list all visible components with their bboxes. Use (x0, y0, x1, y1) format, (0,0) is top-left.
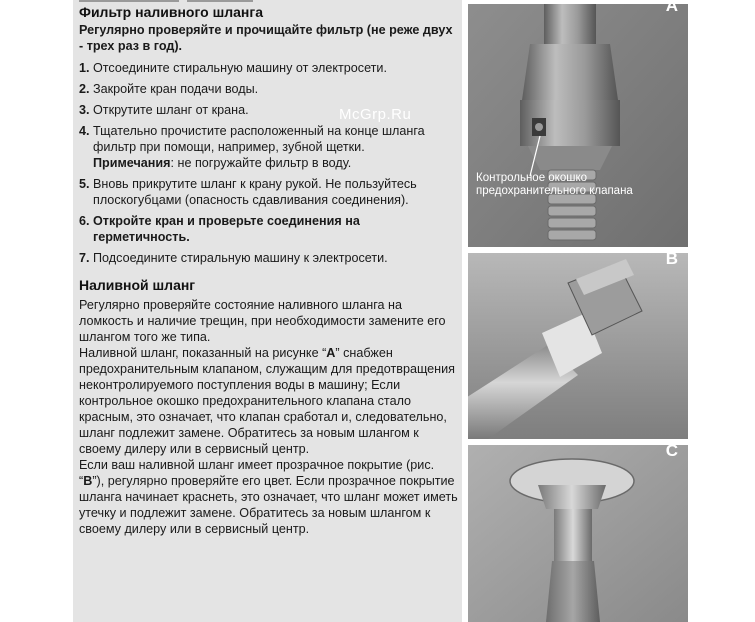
transparent-hose-photo (468, 253, 688, 439)
photo-c (468, 445, 688, 622)
photo-letter: B (665, 253, 678, 268)
hose-section-title: Наливной шланг (79, 277, 196, 293)
top-rule (187, 0, 253, 2)
hose-paragraph: Регулярно проверяйте состояние наливного шланга на ломкость и наличие трещин, при необходимости замените его шлангом того же типа. (79, 298, 446, 344)
top-rule (79, 0, 179, 2)
step-number: 6. (79, 214, 90, 228)
text-span: ”), регулярно проверяйте его цвет. Если прозрачное покрытие шланга начинает краснеть, это означает, что шланг может иметь утечку и подлежит замене. Обратитесь за новым шлангом к своему дилеру или в сервисный центр. (79, 474, 458, 536)
list-item (79, 123, 459, 171)
note-text: : не погружайте фильтр в воду. (170, 156, 352, 170)
list-item (79, 60, 459, 76)
filter-section-title: Фильтр наливного шланга (79, 4, 263, 20)
hose-paragraph (79, 457, 459, 537)
watermark: McGrp.Ru (339, 106, 412, 123)
step-number: 3. (79, 103, 90, 117)
step-text: Подсоедините стиральную машину к электросети. (93, 251, 388, 265)
photo-letter: C (665, 445, 678, 460)
step-text: Закройте кран подачи воды. (93, 82, 259, 96)
standard-hose-photo (468, 445, 688, 622)
step-number: 1. (79, 61, 90, 75)
photo-caption: Контрольное окошко предохранительного клапана (476, 172, 633, 197)
list-item (79, 250, 459, 266)
step-text: Тщательно прочистите расположенный на конце шланга фильтр при помощи, например, зубной щетки. (93, 124, 425, 154)
figure-ref: B (83, 474, 93, 488)
step-text: Открутите шланг от крана. (93, 103, 249, 117)
text-span: ” снабжен предохранительным клапаном, служащим для предотвращения неконтролируемого поступления воды в машину; Если контрольное окошко предохранительного клапана стало красным, это означает, что клапан сработал и, следовательно, шланг подлежит замене. Обратитесь за новым шлангом к своему дилеру или в сервисный центр. (79, 346, 455, 456)
hose-paragraph (79, 345, 459, 457)
text-span: Наливной шланг, показанный на рисунке “ (79, 346, 327, 360)
step-text: Откройте кран и проверьте соединения на герметичность. (93, 214, 360, 244)
list-item (79, 213, 459, 245)
figure-ref: A (326, 346, 336, 360)
note-label: Примечания (93, 156, 171, 170)
photo-letter: A (665, 0, 678, 15)
step-text: Вновь прикрутите шланг к крану рукой. Не пользуйтесь плоскогубцами (опасность сдавливания соединения). (93, 177, 417, 207)
step-text: Отсоедините стиральную машину от электросети. (93, 61, 387, 75)
text-span: Если ваш наливной шланг имеет прозрачное покрытие (рис. “ (79, 458, 435, 488)
list-item (79, 81, 459, 97)
text-content (79, 4, 459, 537)
filter-lead: Регулярно проверяйте и прочищайте фильтр (не реже двух - трех раз в год). (79, 23, 453, 53)
step-number: 5. (79, 177, 90, 191)
hose-valve-photo (468, 0, 688, 247)
photo-a (468, 0, 688, 247)
step-number: 4. (79, 124, 90, 138)
list-item (79, 176, 459, 208)
step-number: 7. (79, 251, 90, 265)
step-number: 2. (79, 82, 90, 96)
step-body (93, 123, 459, 171)
filter-steps-list (79, 60, 459, 266)
photo-b (468, 253, 688, 439)
